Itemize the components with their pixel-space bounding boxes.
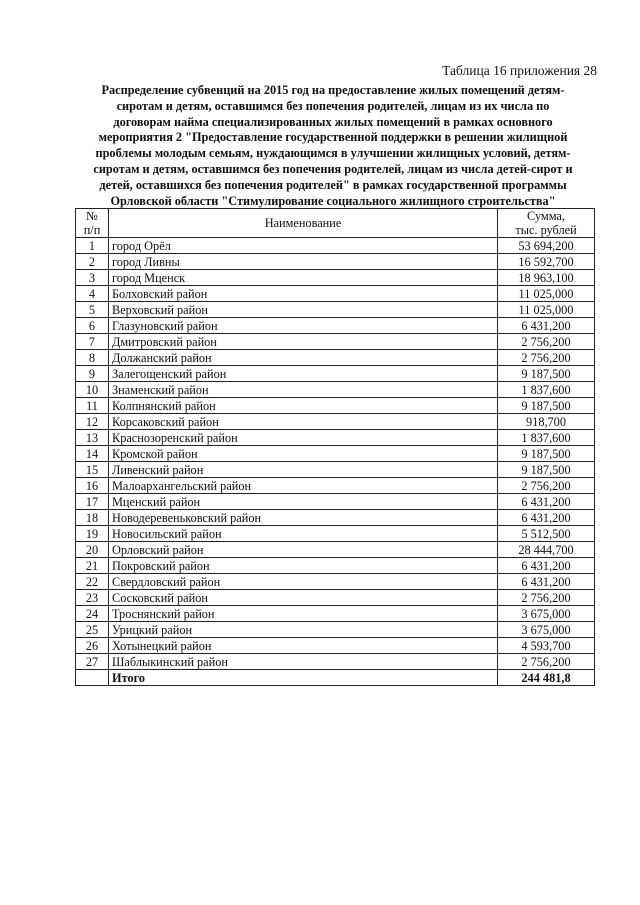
row-name: Сосковский район xyxy=(109,590,498,606)
row-name: город Ливны xyxy=(109,254,498,270)
row-number: 10 xyxy=(76,382,109,398)
title-line: детей, оставшихся без попечения родителей" в рамках государственной программы xyxy=(99,177,567,192)
title-line: сиротам и детям, оставшимся без попечения родителей, лицам из числа детей-сирот и xyxy=(93,161,573,176)
title-line: Орловской области "Стимулирование социального жилищного строительства" xyxy=(110,193,556,208)
title-line: договорам найма специализированных жилых помещений в рамках основного xyxy=(113,114,553,129)
row-sum: 6 431,200 xyxy=(498,494,595,510)
table-row xyxy=(76,462,595,478)
row-number: 23 xyxy=(76,590,109,606)
row-name: Мценский район xyxy=(109,494,498,510)
row-name: Ливенский район xyxy=(109,462,498,478)
table-row xyxy=(76,238,595,254)
row-name: Троснянский район xyxy=(109,606,498,622)
row-name: Малоархангельский район xyxy=(109,478,498,494)
table-row xyxy=(76,478,595,494)
row-sum: 2 756,200 xyxy=(498,334,595,350)
row-name: Итого xyxy=(109,670,498,686)
row-number: 4 xyxy=(76,286,109,302)
row-sum: 2 756,200 xyxy=(498,590,595,606)
row-sum: 1 837,600 xyxy=(498,382,595,398)
row-number: 24 xyxy=(76,606,109,622)
row-sum: 16 592,700 xyxy=(498,254,595,270)
table-row xyxy=(76,542,595,558)
table-row xyxy=(76,350,595,366)
row-name: Корсаковский район xyxy=(109,414,498,430)
title-line: сиротам и детям, оставшимся без попечения родителей, лицам из их числа по xyxy=(116,98,550,113)
subvention-table xyxy=(75,208,595,686)
table-header-row xyxy=(76,209,595,238)
header-name: Наименование xyxy=(109,209,498,238)
table-row xyxy=(76,494,595,510)
table-row xyxy=(76,302,595,318)
row-number: 27 xyxy=(76,654,109,670)
table-row xyxy=(76,430,595,446)
row-sum: 11 025,000 xyxy=(498,302,595,318)
table-row xyxy=(76,382,595,398)
row-name: Урицкий район xyxy=(109,622,498,638)
row-number: 18 xyxy=(76,510,109,526)
row-sum: 9 187,500 xyxy=(498,446,595,462)
row-number: 15 xyxy=(76,462,109,478)
row-number: 9 xyxy=(76,366,109,382)
row-name: город Мценск xyxy=(109,270,498,286)
row-name: Новосильский район xyxy=(109,526,498,542)
table-row xyxy=(76,558,595,574)
row-number: 26 xyxy=(76,638,109,654)
row-sum: 9 187,500 xyxy=(498,462,595,478)
total-row xyxy=(76,670,595,686)
table-reference: Таблица 16 приложения 28 xyxy=(442,63,597,78)
row-number: 17 xyxy=(76,494,109,510)
row-sum: 244 481,8 xyxy=(498,670,595,686)
table-row xyxy=(76,574,595,590)
table-row xyxy=(76,526,595,542)
table-row xyxy=(76,334,595,350)
row-number: 20 xyxy=(76,542,109,558)
table-row xyxy=(76,446,595,462)
row-name: Кромской район xyxy=(109,446,498,462)
row-name: Должанский район xyxy=(109,350,498,366)
row-sum: 4 593,700 xyxy=(498,638,595,654)
row-number: 11 xyxy=(76,398,109,414)
row-name: Покровский район xyxy=(109,558,498,574)
row-name: Хотынецкий район xyxy=(109,638,498,654)
row-sum: 2 756,200 xyxy=(498,478,595,494)
row-sum: 18 963,100 xyxy=(498,270,595,286)
row-sum: 3 675,000 xyxy=(498,606,595,622)
table-row xyxy=(76,318,595,334)
row-number: 3 xyxy=(76,270,109,286)
row-number: 13 xyxy=(76,430,109,446)
row-sum: 2 756,200 xyxy=(498,350,595,366)
row-sum: 918,700 xyxy=(498,414,595,430)
row-number: 12 xyxy=(76,414,109,430)
document-title xyxy=(68,83,598,209)
title-line: Распределение субвенций на 2015 год на предоставление жилых помещений детям- xyxy=(101,83,565,97)
row-sum: 6 431,200 xyxy=(498,574,595,590)
row-name: Знаменский район xyxy=(109,382,498,398)
row-sum: 2 756,200 xyxy=(498,654,595,670)
row-name: Шаблыкинский район xyxy=(109,654,498,670)
row-number: 14 xyxy=(76,446,109,462)
row-name: Дмитровский район xyxy=(109,334,498,350)
row-number: 22 xyxy=(76,574,109,590)
row-name: Орловский район xyxy=(109,542,498,558)
row-number: 25 xyxy=(76,622,109,638)
table-row xyxy=(76,622,595,638)
row-number: 6 xyxy=(76,318,109,334)
row-name: Свердловский район xyxy=(109,574,498,590)
row-name: Новодеревеньковский район xyxy=(109,510,498,526)
row-name: Верховский район xyxy=(109,302,498,318)
row-sum: 6 431,200 xyxy=(498,510,595,526)
row-sum: 53 694,200 xyxy=(498,238,595,254)
row-sum: 6 431,200 xyxy=(498,318,595,334)
row-sum: 9 187,500 xyxy=(498,398,595,414)
row-sum: 11 025,000 xyxy=(498,286,595,302)
row-number xyxy=(76,670,109,686)
table-row xyxy=(76,638,595,654)
row-name: Колпнянский район xyxy=(109,398,498,414)
table-row xyxy=(76,510,595,526)
row-number: 21 xyxy=(76,558,109,574)
row-number: 8 xyxy=(76,350,109,366)
table-row xyxy=(76,414,595,430)
header-sum: Сумма, тыс. рублей xyxy=(498,209,595,238)
row-name: Залегощенский район xyxy=(109,366,498,382)
table-row xyxy=(76,254,595,270)
header-number: № п/п xyxy=(76,209,109,238)
table-row xyxy=(76,590,595,606)
row-number: 2 xyxy=(76,254,109,270)
row-name: город Орёл xyxy=(109,238,498,254)
row-name: Болховский район xyxy=(109,286,498,302)
table-row xyxy=(76,606,595,622)
row-name: Глазуновский район xyxy=(109,318,498,334)
table-row xyxy=(76,286,595,302)
title-line: мероприятия 2 "Предоставление государственной поддержки в решении жилищной xyxy=(98,130,568,145)
row-number: 1 xyxy=(76,238,109,254)
title-line: проблемы молодым семьям, нуждающимся в улучшении жилищных условий, детям- xyxy=(95,146,571,161)
table-row xyxy=(76,366,595,382)
row-number: 16 xyxy=(76,478,109,494)
row-sum: 1 837,600 xyxy=(498,430,595,446)
row-name: Краснозоренский район xyxy=(109,430,498,446)
table-row xyxy=(76,398,595,414)
row-number: 19 xyxy=(76,526,109,542)
row-sum: 3 675,000 xyxy=(498,622,595,638)
row-sum: 6 431,200 xyxy=(498,558,595,574)
table-row xyxy=(76,270,595,286)
table-row xyxy=(76,654,595,670)
row-number: 7 xyxy=(76,334,109,350)
row-sum: 9 187,500 xyxy=(498,366,595,382)
row-sum: 5 512,500 xyxy=(498,526,595,542)
row-sum: 28 444,700 xyxy=(498,542,595,558)
row-number: 5 xyxy=(76,302,109,318)
table-body xyxy=(76,238,595,686)
